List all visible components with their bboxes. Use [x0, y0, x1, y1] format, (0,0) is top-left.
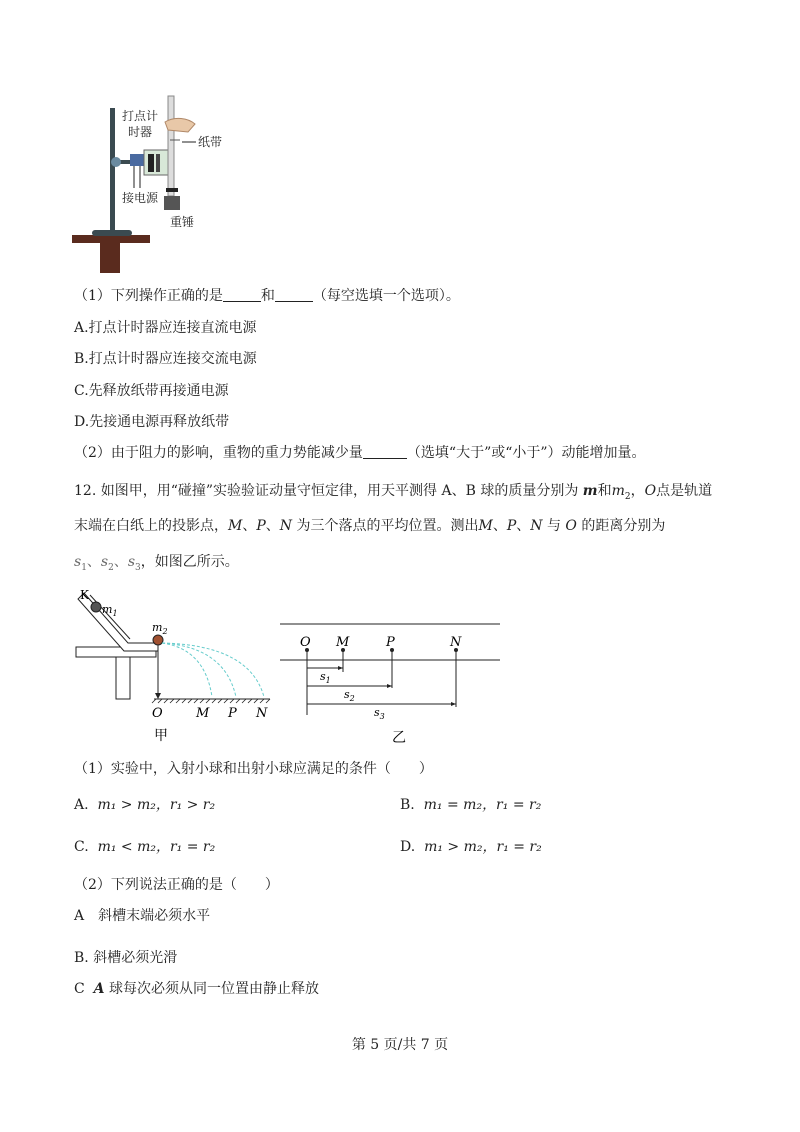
- label-weight: 重锤: [170, 215, 195, 229]
- answer-blank[interactable]: [363, 444, 407, 459]
- q11-option-b: B.打点计时器应连接交流电源: [74, 351, 257, 367]
- q12-option-c: C. m₁ < m₂，r₁ = r₂: [74, 839, 216, 855]
- q12-part2-option-c: C A 球每次必须从同一位置由静止释放: [74, 981, 319, 997]
- label-timer-l1: 打点计: [122, 109, 159, 123]
- q11-part1: （1）下列操作正确的是 和 （每空选填一个选项）。: [74, 288, 460, 304]
- q12-option-d: D. m₁ > m₂，r₁ = r₂: [400, 839, 542, 855]
- label-N: N: [450, 635, 462, 650]
- label-O: O: [300, 635, 311, 650]
- caption-yi: 乙: [392, 730, 406, 745]
- q12-part1: （1）实验中，入射小球和出射小球应满足的条件（ ）: [74, 761, 433, 777]
- q12-part2-option-b: B. 斜槽必须光滑: [74, 950, 178, 966]
- q12-line3: $s_1$、$s_2$、$s_3$，如图乙所示。: [74, 554, 239, 573]
- label-M: M: [196, 706, 210, 721]
- q12-part2: （2）下列说法正确的是（ ）: [74, 877, 279, 893]
- svg-text:s3: $s_3$: [374, 706, 385, 721]
- q11-part2: （2）由于阻力的影响，重物的重力势能减少量 （选填“大于”或“小于”）动能增加量。: [74, 445, 646, 461]
- svg-text:m1: $m_1$: [102, 603, 118, 618]
- label-K: K: [80, 588, 89, 602]
- label-O: O: [152, 706, 163, 721]
- label-P: P: [386, 635, 395, 650]
- label-tape: 纸带: [198, 135, 223, 149]
- q12-part2-option-a: A 斜槽末端必须水平: [74, 908, 211, 924]
- svg-text:s2: $s_2$: [344, 688, 355, 703]
- page-footer: 第 5 页/共 7 页: [351, 1037, 449, 1053]
- q11-option-a: A.打点计时器应连接直流电源: [74, 320, 257, 336]
- answer-blank[interactable]: [223, 287, 261, 302]
- label-M: M: [336, 635, 350, 650]
- svg-text:m2: $m_2$: [152, 621, 168, 636]
- q11-option-d: D.先接通电源再释放纸带: [74, 414, 230, 430]
- q12-line2: 末端在白纸上的投影点，M、P、N 为三个落点的平均位置。测出M、P、N 与 O 的距离分别为: [74, 518, 666, 534]
- q12-option-a: A. m₁ > m₂，r₁ > r₂: [74, 797, 216, 813]
- q12-line1: 12. 如图甲，用“碰撞”实验验证动量守恒定律，用天平测得 A、B 球的质量分别为 m和$m_2$，O点是轨道: [74, 483, 713, 502]
- label-timer-l2: 时器: [128, 125, 153, 139]
- q12-option-b: B. m₁ = m₂，r₁ = r₂: [400, 797, 542, 813]
- landing-distance-figure: [280, 610, 505, 745]
- q11-option-c: C.先释放纸带再接通电源: [74, 383, 229, 399]
- answer-blank[interactable]: [275, 287, 313, 302]
- label-N: N: [256, 706, 268, 721]
- label-power: 接电源: [122, 191, 159, 205]
- collision-apparatus-figure: [70, 585, 280, 745]
- label-P: P: [228, 706, 237, 721]
- caption-jia: 甲: [154, 728, 168, 744]
- svg-text:s1: $s_1$: [320, 670, 331, 685]
- timer-apparatus-figure: [70, 90, 240, 275]
